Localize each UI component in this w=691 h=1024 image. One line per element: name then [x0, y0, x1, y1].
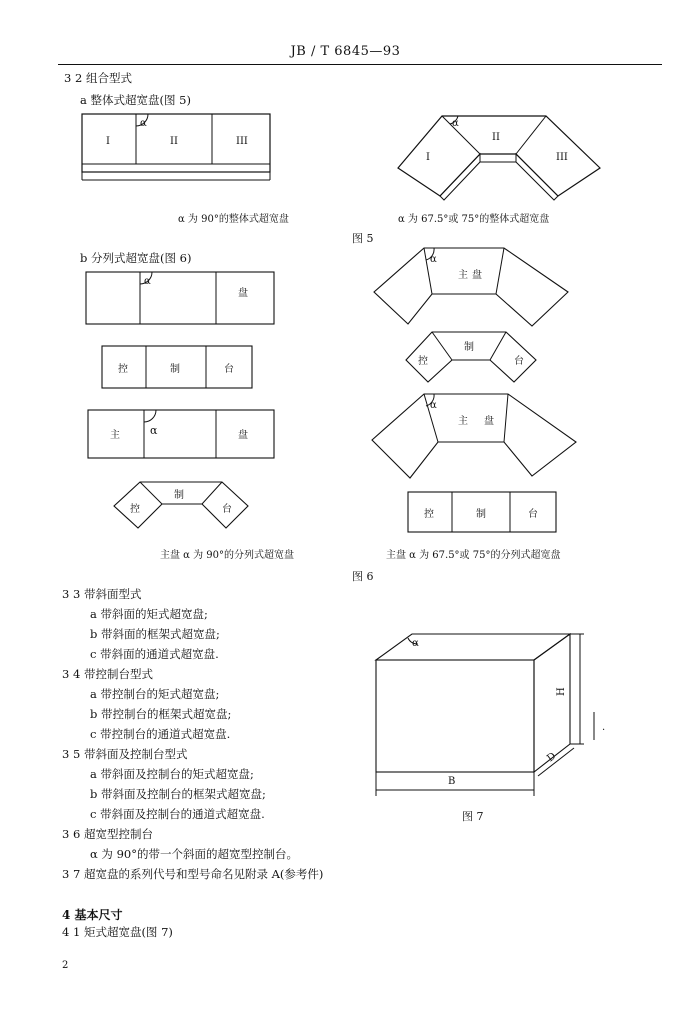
fig6-r4-ctrl-2: 制: [476, 509, 486, 520]
fig6-l1-main: 盘: [238, 288, 248, 299]
fig6-l3-alpha: α: [150, 424, 158, 437]
fig5-left-label-3: III: [236, 136, 248, 147]
section-b-title: b 分列式超宽盘(图 6): [80, 251, 192, 265]
fig5-left-label-1: I: [106, 136, 110, 147]
fig7-side-mark: .: [602, 722, 606, 733]
fig6-right-diagram-4: [406, 490, 560, 536]
section-4-title: 4 基本尺寸: [62, 908, 123, 922]
fig6-r1-main-1: 主: [458, 270, 468, 281]
fig6-left-diagram-1: [84, 270, 276, 326]
section-3-3-item-b: b 带斜面的框架式超宽盘;: [90, 627, 220, 641]
section-4-1-title: 4 1 矩式超宽盘(图 7): [62, 925, 173, 939]
fig6-r2-ctrl-2: 制: [464, 342, 474, 353]
fig6-r3-alpha: α: [430, 400, 437, 411]
fig5-left-label-2: II: [170, 136, 178, 147]
fig7-dim-B: B: [448, 776, 456, 787]
section-3-5-item-c: c 带斜面及控制台的通道式超宽盘.: [90, 807, 265, 821]
fig5-left-caption: α 为 90°的整体式超宽盘: [178, 214, 289, 225]
fig6-l4-ctrl-3: 台: [222, 504, 232, 515]
fig6-l2-ctrl-2: 制: [170, 364, 180, 375]
section-3-5-item-b: b 带斜面及控制台的框架式超宽盘;: [90, 787, 266, 801]
fig6-label: 图 6: [352, 570, 374, 583]
fig5-right-caption: α 为 67.5°或 75°的整体式超宽盘: [398, 214, 550, 225]
header-rule: [58, 64, 662, 65]
section-3-7-text: 3 7 超宽盘的系列代号和型号命名见附录 A(参考件): [62, 867, 324, 881]
fig6-right-diagram-3: [370, 390, 580, 482]
fig6-right-diagram-2: [402, 326, 542, 386]
fig6-l3-main-left: 主: [110, 430, 120, 441]
fig6-r4-ctrl-1: 控: [424, 509, 434, 520]
fig6-left-caption: 主盘 α 为 90°的分列式超宽盘: [160, 550, 295, 561]
section-a-title: a 整体式超宽盘(图 5): [80, 93, 191, 107]
section-3-2-title: 3 2 组合型式: [64, 71, 132, 85]
section-3-6-text: α 为 90°的带一个斜面的超宽型控制台。: [90, 847, 298, 861]
fig6-l2-ctrl-1: 控: [118, 364, 128, 375]
fig5-left-diagram: [80, 112, 272, 184]
fig6-left-diagram-2: [100, 344, 256, 392]
fig5-label: 图 5: [352, 232, 374, 245]
section-3-3-item-a: a 带斜面的矩式超宽盘;: [90, 607, 208, 621]
section-3-4-item-c: c 带控制台的通道式超宽盘.: [90, 727, 231, 741]
fig5-right-label-2: II: [492, 132, 500, 143]
section-3-3-title: 3 3 带斜面型式: [62, 587, 142, 601]
section-3-6-title: 3 6 超宽型控制台: [62, 827, 153, 841]
fig7-dim-D: D: [545, 750, 559, 765]
fig5-right-label-1: I: [426, 152, 430, 163]
standard-header: JB / T 6845—93: [290, 44, 401, 59]
fig6-l2-ctrl-3: 台: [224, 364, 234, 375]
fig6-r2-ctrl-1: 控: [418, 356, 428, 367]
fig6-r1-main-2: 盘: [472, 270, 482, 281]
fig6-r3-main-2: 盘: [484, 416, 494, 427]
fig7-alpha: α: [412, 638, 419, 649]
fig5-right-alpha: α: [452, 118, 459, 129]
fig6-left-diagram-3: [86, 408, 276, 462]
section-3-4-title: 3 4 带控制台型式: [62, 667, 153, 681]
fig5-left-alpha: α: [140, 118, 147, 129]
section-3-4-item-b: b 带控制台的框架式超宽盘;: [90, 707, 232, 721]
fig6-l3-main-right: 盘: [238, 430, 248, 441]
fig5-right-diagram: [396, 108, 606, 204]
section-3-4-item-a: a 带控制台的矩式超宽盘;: [90, 687, 220, 701]
fig6-l4-ctrl-2: 制: [174, 490, 184, 501]
section-3-3-item-c: c 带斜面的通道式超宽盘.: [90, 647, 219, 661]
fig6-r2-ctrl-3: 台: [514, 356, 524, 367]
section-3-5-item-a: a 带斜面及控制台的矩式超宽盘;: [90, 767, 254, 781]
fig6-left-diagram-4: [110, 476, 260, 532]
fig6-r4-ctrl-3: 台: [528, 509, 538, 520]
page-number: 2: [62, 960, 69, 971]
fig6-right-diagram-1: [372, 244, 572, 330]
section-3-5-title: 3 5 带斜面及控制台型式: [62, 747, 188, 761]
fig7-label: 图 7: [462, 810, 484, 823]
fig7-dim-H: H: [556, 687, 567, 696]
fig6-r1-alpha: α: [430, 254, 437, 265]
fig6-r3-main-1: 主: [458, 416, 468, 427]
fig5-right-label-3: III: [556, 152, 568, 163]
fig7-diagram: [372, 630, 642, 806]
fig6-l4-ctrl-1: 控: [130, 504, 140, 515]
fig6-right-caption: 主盘 α 为 67.5°或 75°的分列式超宽盘: [386, 550, 561, 561]
fig6-l1-alpha: α: [144, 276, 151, 287]
